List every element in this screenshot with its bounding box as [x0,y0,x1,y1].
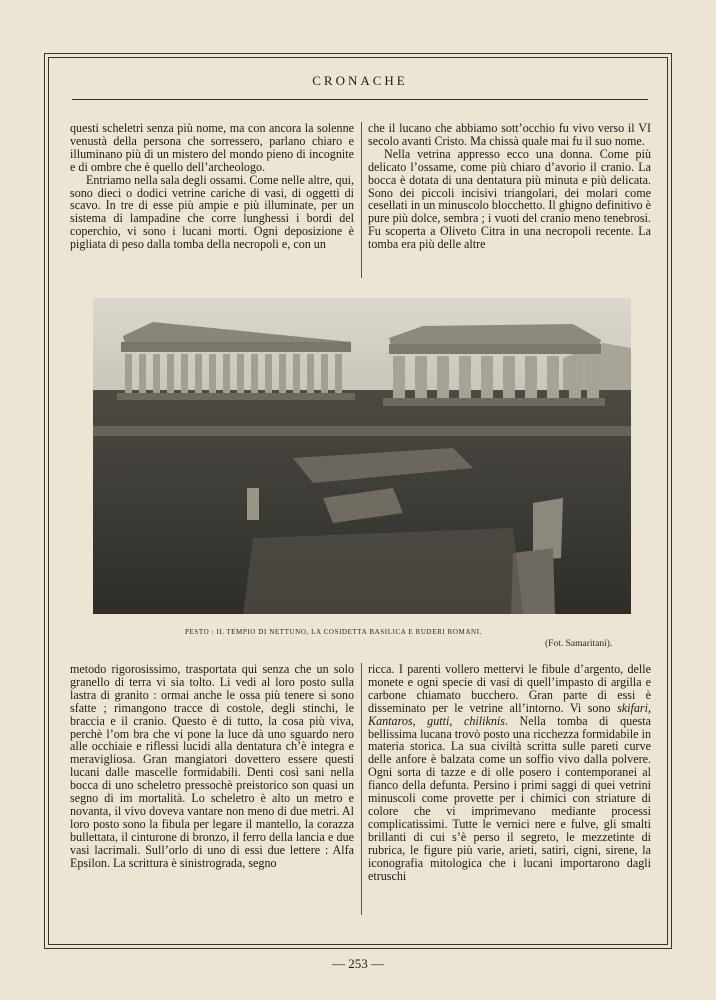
photo-paestum-temples [93,298,631,614]
column-divider-top [361,122,362,278]
paragraph [368,663,651,882]
column-top-left [70,122,354,251]
running-header: CRONACHE [312,73,408,88]
paragraph: Entriamo nella sala degli ossami. Come nelle altre, qui, sono dieci o dodici vetrine cariche di vasi, di oggetti di scavo. In tre di esse più ampie e più illuminate, per un sistema di lampadine che corre lunghessi i bordi del coperchio, vi sono i lucani morti. Ogni deposizione è pigliata di peso dalla tomba della necropoli e, con un [70,172,354,252]
paragraph: metodo rigorosissimo, trasportata qui senza che un solo granello di terra vi sia tolto. Li vedi al loro posto sulla lastra di granito : ormai anche le ossa più tenere si sono sfatte ; rimangono tracce di costole, degli stinchi, le braccia e il cranio. Questo è di tutto, la cosa più viva, perchè l’om bra che vi pone la luce dà uno sguardo nero alle occhiaie e riflessi lucidi alla dentatura ch’è integra e meravigliosa. Gran mangiatori dovettero essere questi lucani dalle mascelle formidabili. Denti così sani nella bocca di uno scheletro pressochè preistorico son quasi un segno di im mortalità. Lo scheletro è alto un metro e novanta, il vivo doveva vantare non meno di due metri. Al loro posto sono la fibula per legare il mantello, la corazza bullettata, il cinturone di bronzo, il ferro della lancia e due vasi lacrimali. Sull’orlo di uno di essi due lettere : Alfa Epsilon. La scrittura è sinistrograda, segno [70,662,354,870]
photo-credit: (Fot. Samaritani). [545,639,613,649]
paragraph: che il lucano che abbiamo sott’occhio fu vivo verso il VI secolo avanti Cristo. Ma chissà quale mai fu il suo nome. [368,121,651,148]
paragraph: questi scheletri senza più nome, ma con ancora la solenne venustà della persona che sorressero, parlano chiaro e illuminano più di un mistero del mondo pieno di incognite e di ombre che è quello dell’archeologo. [70,121,354,174]
paragraph: Nella vetrina appresso ecco una donna. Come più delicato l’ossame, come più chiaro d’avorio il cranio. La bocca è dotata di una dentatura più minuta e più delicata. Sono dei piccoli incisivi triangolari, dei molari come cesellati in un minuscolo blocchetto. Il ghigno definitivo è pure più dolce, sembra ; i vuoti del cranio meno tenebrosi. Fu scoperta a Oliveto Citra in una necropoli recente. La tomba era più delle altre [368,146,651,252]
text-run: ricca. I parenti vollero mettervi le fibule d’argento, delle monete e ogni specie di vasi di quell’impasto di argilla e carbone chiamato bucchero. Gran parte di essi è disseminato per le vetrine all’intorno. Vi sono [368,662,651,715]
column-bottom-right [368,663,651,882]
column-divider-bottom [361,663,362,915]
text-run: . Nella tomba di questa bellissima lucana trovò posto una ricchezza formidabile in materia storica. La sua civiltà scritta sulle pareti curve delle anfore è balzata come un soffio vivo dalla polvere. Ogni sorta di tazze e di olle posero i contemporanei al fianco della defunta. Persino i primi saggi di quei vetrini minuscoli come provette per i chimici con striature di colore che vi imprimevano mediante processi complicatissimi. Tutte le vernici nere e fulve, gli smalti brillanti di cui s’è perso il segreto, le mezzetinte di rubrica, le figure più varie, arieti, satiri, cigni, sirene, la iconografia mitologica che i lucani importarono dagli etruschi [368,713,651,883]
column-bottom-left [70,663,354,870]
photo-illustration [93,298,631,614]
column-top-right [368,122,651,251]
header-rule [72,99,648,100]
photo-caption: PESTO : IL TEMPIO DI NETTUNO, LA COSIDETTA BASILICA E RUDERI ROMANI. [185,628,482,636]
italic-terms: skifari, Kantaros, gutti, chiliknis [368,700,651,728]
page-number: — 253 — [332,956,384,971]
